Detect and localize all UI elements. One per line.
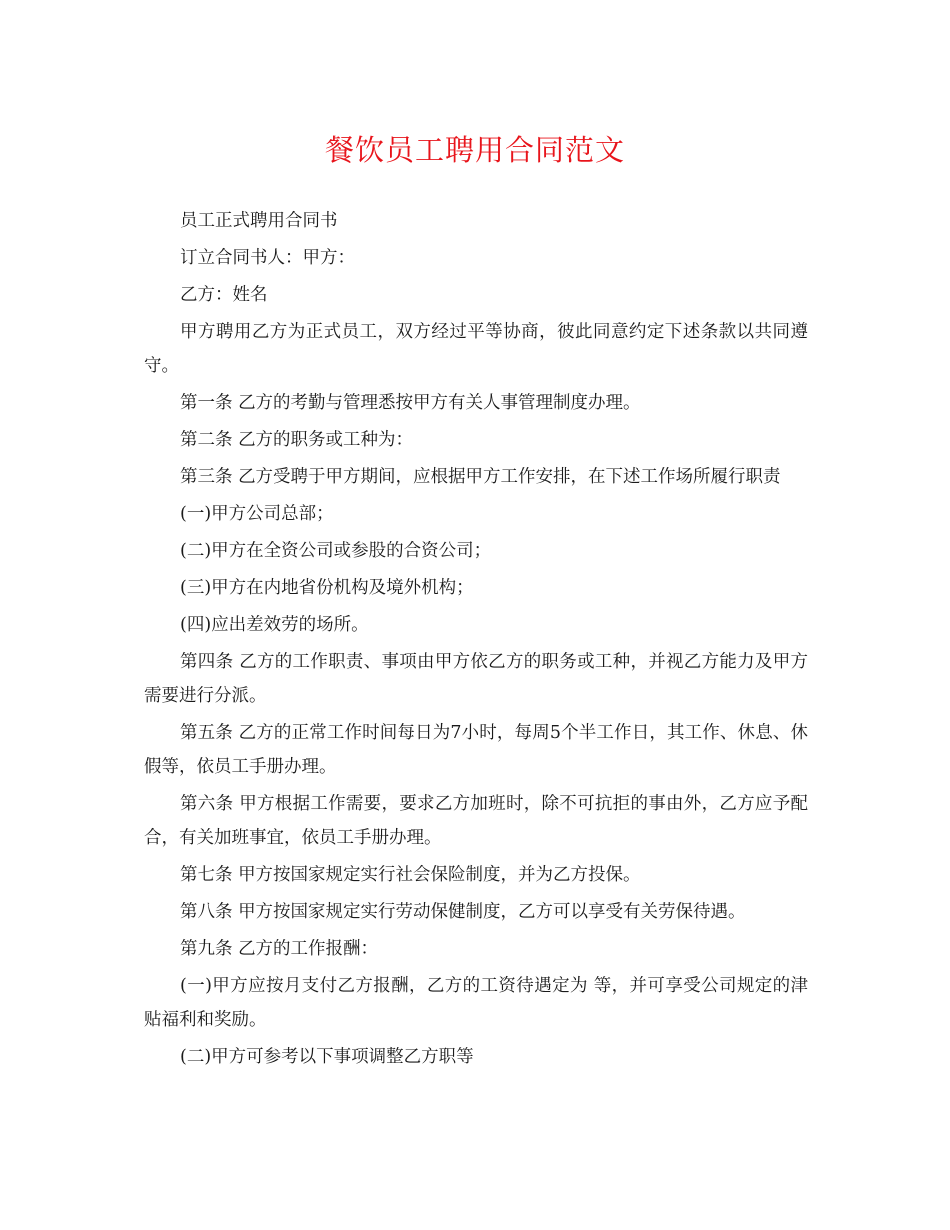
article-7: 第七条 甲方按国家规定实行社会保险制度，并为乙方投保。 — [180, 865, 641, 885]
article-3-item-2: (二)甲方在全资公司或参股的合资公司； — [180, 541, 492, 561]
article-5: 第五条 乙方的正常工作时间每日为7小时，每周5个半工作日，其工作、休息、休假等，依员工手册办理。 — [144, 723, 808, 777]
paragraph-3: 乙方：姓名 — [180, 285, 268, 305]
document-body — [144, 204, 808, 1077]
article-1: 第一条 乙方的考勤与管理悉按甲方有关人事管理制度办理。 — [180, 393, 641, 413]
article-2: 第二条 乙方的职务或工种为： — [180, 430, 414, 450]
paragraph-1: 员工正式聘用合同书 — [180, 211, 338, 231]
paragraph-2: 订立合同书人：甲方： — [180, 248, 355, 268]
article-3-item-3: (三)甲方在内地省份机构及境外机构； — [180, 578, 474, 598]
article-9-item-2: (二)甲方可参考以下事项调整乙方职等 — [180, 1047, 474, 1067]
article-6: 第六条 甲方根据工作需要，要求乙方加班时，除不可抗拒的事由外，乙方应予配合，有关加班事宜，依员工手册办理。 — [144, 794, 808, 848]
article-3-item-4: (四)应出差效劳的场所。 — [180, 615, 369, 635]
article-4: 第四条 乙方的工作职责、事项由甲方依乙方的职务或工种，并视乙方能力及甲方需要进行分派。 — [144, 652, 808, 706]
article-8: 第八条 甲方按国家规定实行劳动保健制度，乙方可以享受有关劳保待遇。 — [180, 902, 746, 922]
article-9-item-1: (一)甲方应按月支付乙方报酬，乙方的工资待遇定为 等，并可享受公司规定的津贴福利和奖励。 — [144, 976, 808, 1030]
article-3: 第三条 乙方受聘于甲方期间，应根据甲方工作安排，在下述工作场所履行职责 — [180, 467, 781, 487]
paragraph-4: 甲方聘用乙方为正式员工，双方经过平等协商，彼此同意约定下述条款以共同遵守。 — [144, 322, 808, 376]
article-9: 第九条 乙方的工作报酬： — [180, 939, 379, 959]
document-title: 餐饮员工聘用合同范文 — [324, 133, 625, 167]
article-3-item-1: (一)甲方公司总部； — [180, 504, 334, 524]
